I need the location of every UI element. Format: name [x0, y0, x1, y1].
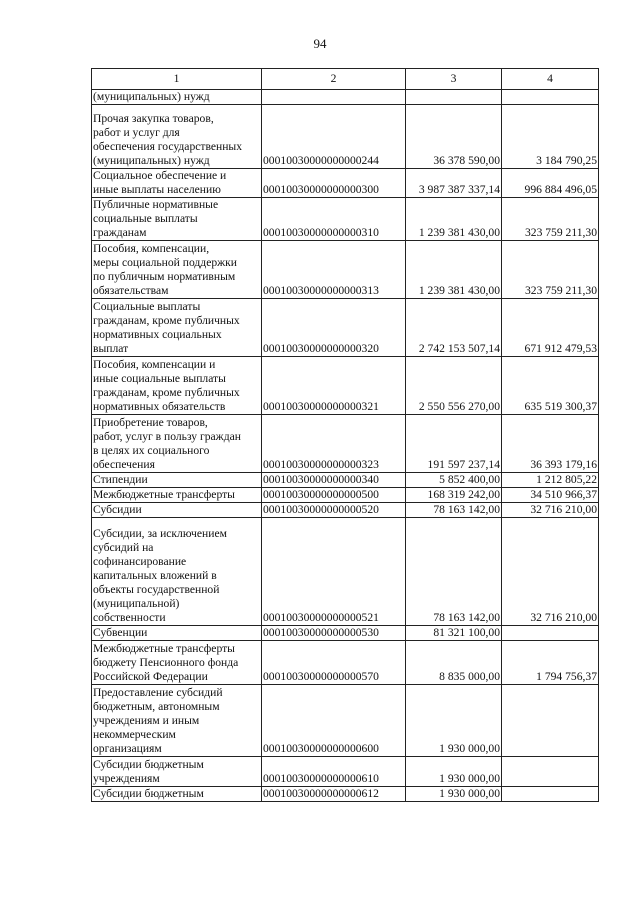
row-value-col4: 671 912 479,53 [502, 299, 599, 357]
table-row [92, 198, 599, 241]
budget-table [91, 68, 599, 802]
row-value-col4: 3 184 790,25 [502, 105, 599, 169]
table-row [92, 299, 599, 357]
row-code-cell: 00010030000000000530 [262, 626, 406, 641]
row-code-cell: 00010030000000000340 [262, 473, 406, 488]
table-row [92, 105, 599, 169]
row-value-col3: 1 239 381 430,00 [406, 241, 502, 299]
row-value-col4: 323 759 211,30 [502, 241, 599, 299]
row-name-cell: Приобретение товаров, работ, услуг в пользу граждан в целях их социального обеспечения [92, 415, 262, 473]
row-value-col4: 1 212 805,22 [502, 473, 599, 488]
row-code-cell: 00010030000000000570 [262, 641, 406, 685]
row-value-col4: 1 794 756,37 [502, 641, 599, 685]
row-name-cell: Социальное обеспечение и иные выплаты населению [92, 169, 262, 198]
table-row [92, 757, 599, 787]
table-row [92, 169, 599, 198]
row-value-col3: 3 987 387 337,14 [406, 169, 502, 198]
table-row [92, 488, 599, 503]
table-row [92, 518, 599, 626]
row-value-col3: 2 550 556 270,00 [406, 357, 502, 415]
row-value-col4: 36 393 179,16 [502, 415, 599, 473]
row-code-cell: 00010030000000000500 [262, 488, 406, 503]
page-number: 94 [313, 36, 327, 51]
row-code-cell: 00010030000000000321 [262, 357, 406, 415]
row-name-cell: Межбюджетные трансферты [92, 488, 262, 503]
row-value-col3: 8 835 000,00 [406, 641, 502, 685]
row-code-cell: 00010030000000000244 [262, 105, 406, 169]
row-value-col3: 191 597 237,14 [406, 415, 502, 473]
row-value-col4 [502, 757, 599, 787]
column-header: 1 [92, 69, 262, 90]
row-code-cell: 00010030000000000612 [262, 787, 406, 802]
row-value-col4 [502, 90, 599, 105]
table-row [92, 241, 599, 299]
table-row [92, 473, 599, 488]
row-value-col3 [406, 90, 502, 105]
row-name-cell: Пособия, компенсации, меры социальной поддержки по публичным нормативным обязательствам [92, 241, 262, 299]
row-value-col3: 168 319 242,00 [406, 488, 502, 503]
row-value-col3: 1 239 381 430,00 [406, 198, 502, 241]
row-name-cell: Субвенции [92, 626, 262, 641]
row-value-col3: 1 930 000,00 [406, 787, 502, 802]
row-code-cell: 00010030000000000520 [262, 503, 406, 518]
row-name-cell: (муниципальных) нужд [92, 90, 262, 105]
row-value-col4: 32 716 210,00 [502, 503, 599, 518]
table-row [92, 357, 599, 415]
row-value-col3: 36 378 590,00 [406, 105, 502, 169]
row-value-col4: 32 716 210,00 [502, 518, 599, 626]
row-code-cell: 00010030000000000313 [262, 241, 406, 299]
row-name-cell: Межбюджетные трансферты бюджету Пенсионного фонда Российской Федерации [92, 641, 262, 685]
row-name-cell: Социальные выплаты гражданам, кроме публичных нормативных социальных выплат [92, 299, 262, 357]
row-value-col4 [502, 685, 599, 757]
row-name-cell: Прочая закупка товаров, работ и услуг для обеспечения государственных (муниципальных) нужд [92, 105, 262, 169]
table-row [92, 685, 599, 757]
row-name-cell: Субсидии, за исключением субсидий на софинансирование капитальных вложений в объекты государственной (муниципальной) собственности [92, 518, 262, 626]
row-value-col3: 81 321 100,00 [406, 626, 502, 641]
row-value-col4: 34 510 966,37 [502, 488, 599, 503]
row-name-cell: Субсидии [92, 503, 262, 518]
table-row [92, 503, 599, 518]
row-code-cell: 00010030000000000600 [262, 685, 406, 757]
row-value-col4 [502, 626, 599, 641]
row-name-cell: Субсидии бюджетным [92, 787, 262, 802]
row-value-col3: 5 852 400,00 [406, 473, 502, 488]
row-code-cell [262, 90, 406, 105]
row-code-cell: 00010030000000000323 [262, 415, 406, 473]
column-header: 3 [406, 69, 502, 90]
row-name-cell: Публичные нормативные социальные выплаты гражданам [92, 198, 262, 241]
row-value-col3: 78 163 142,00 [406, 503, 502, 518]
row-value-col4: 323 759 211,30 [502, 198, 599, 241]
row-code-cell: 00010030000000000310 [262, 198, 406, 241]
column-header: 4 [502, 69, 599, 90]
table-row [92, 641, 599, 685]
row-value-col4 [502, 787, 599, 802]
row-name-cell: Субсидии бюджетным учреждениям [92, 757, 262, 787]
row-value-col3: 1 930 000,00 [406, 757, 502, 787]
column-header: 2 [262, 69, 406, 90]
row-code-cell: 00010030000000000521 [262, 518, 406, 626]
row-code-cell: 00010030000000000610 [262, 757, 406, 787]
row-value-col4: 996 884 496,05 [502, 169, 599, 198]
row-value-col4: 635 519 300,37 [502, 357, 599, 415]
row-name-cell: Стипендии [92, 473, 262, 488]
table-row [92, 787, 599, 802]
row-value-col3: 78 163 142,00 [406, 518, 502, 626]
table-header-row [92, 69, 599, 90]
row-code-cell: 00010030000000000300 [262, 169, 406, 198]
row-value-col3: 2 742 153 507,14 [406, 299, 502, 357]
table-row [92, 626, 599, 641]
row-name-cell: Предоставление субсидий бюджетным, автономным учреждениям и иным некоммерческим организациям [92, 685, 262, 757]
table-row [92, 90, 599, 105]
row-name-cell: Пособия, компенсации и иные социальные выплаты гражданам, кроме публичных нормативных обязательств [92, 357, 262, 415]
row-code-cell: 00010030000000000320 [262, 299, 406, 357]
table-row [92, 415, 599, 473]
row-value-col3: 1 930 000,00 [406, 685, 502, 757]
